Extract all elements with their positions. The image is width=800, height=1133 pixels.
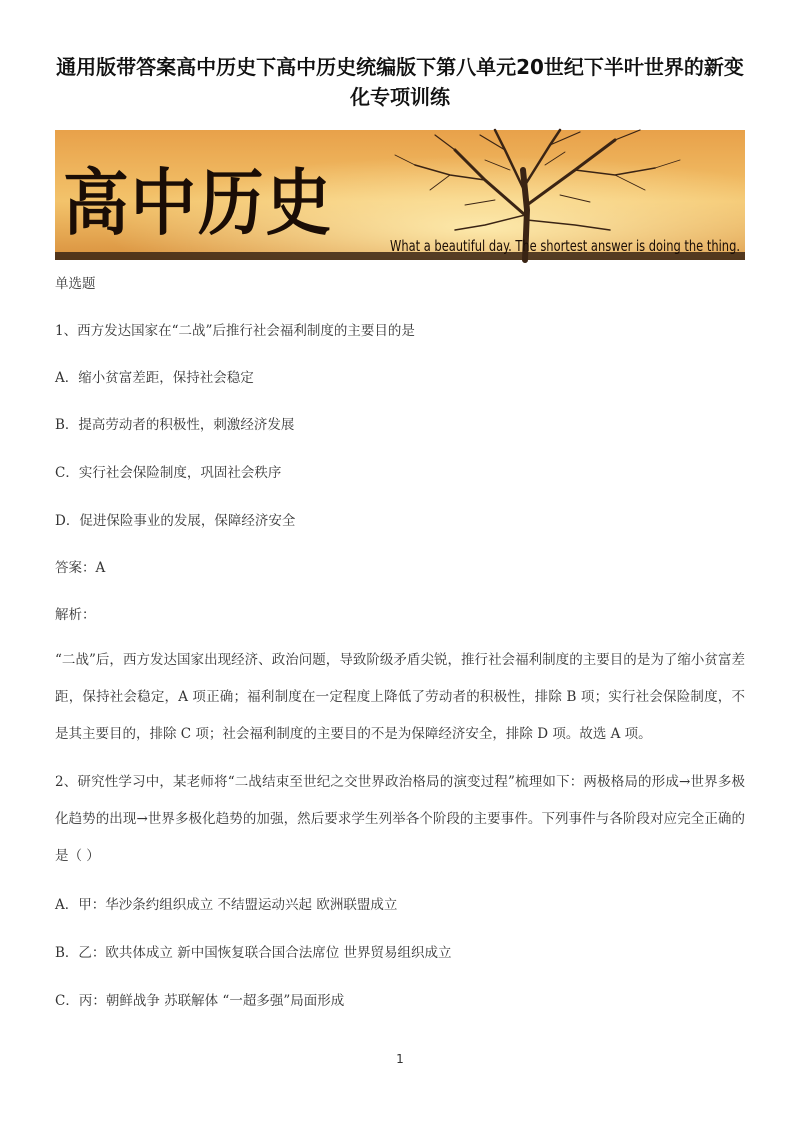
option-c: C．丙：朝鲜战争 苏联解体 “一超多强”局面形成 [55,993,345,1009]
banner-heading: 高中历史 [63,160,333,245]
option-d: D．促进保险事业的发展，保障经济安全 [55,513,296,529]
question-stem: 2、研究性学习中，某老师将“二战结束至世纪之交世界政治格局的演变过程”梳理如下：两极格局的形成→世界多极化趋势的出现→世界多极化趋势的加强，然后要求学生列举各个阶段的主要事件。下列事件与各阶段对应完全正确的是（ ） [55,774,745,864]
option-c: C．实行社会保险制度，巩固社会秩序 [55,465,282,481]
banner-tagline: What a beautiful day. The shortest answer is doing the thing. [390,237,740,255]
banner-image [55,130,745,260]
answer-line: 答案：A [55,560,106,576]
option-b: B．乙：欧共体成立 新中国恢复联合国合法席位 世界贸易组织成立 [55,945,452,961]
page-number: 1 [396,1052,404,1066]
option-a: A．缩小贫富差距，保持社会稳定 [55,370,254,386]
question-stem: 1、西方发达国家在“二战”后推行社会福利制度的主要目的是 [55,323,415,339]
option-b: B．提高劳动者的积极性，刺激经济发展 [55,417,295,433]
analysis-text: “二战”后，西方发达国家出现经济、政治问题，导致阶级矛盾尖锐，推行社会福利制度的主要目的是为了缩小贫富差距，保持社会稳定，A 项正确；福利制度在一定程度上降低了劳动者的积极性，排除 B 项；实行社会保险制度，不是其主要目的，排除 C 项；社会福利制度的主要目的不是为保障经济安全，排除 D 项。故选 A 项。 [55,652,745,742]
option-a: A．甲：华沙条约组织成立 不结盟运动兴起 欧洲联盟成立 [55,897,398,913]
analysis-label: 解析： [55,607,96,623]
section-label: 单选题 [55,276,96,292]
document-title: 通用版带答案高中历史下高中历史统编版下第八单元20世纪下半叶世界的新变化专项训练 [56,55,744,109]
